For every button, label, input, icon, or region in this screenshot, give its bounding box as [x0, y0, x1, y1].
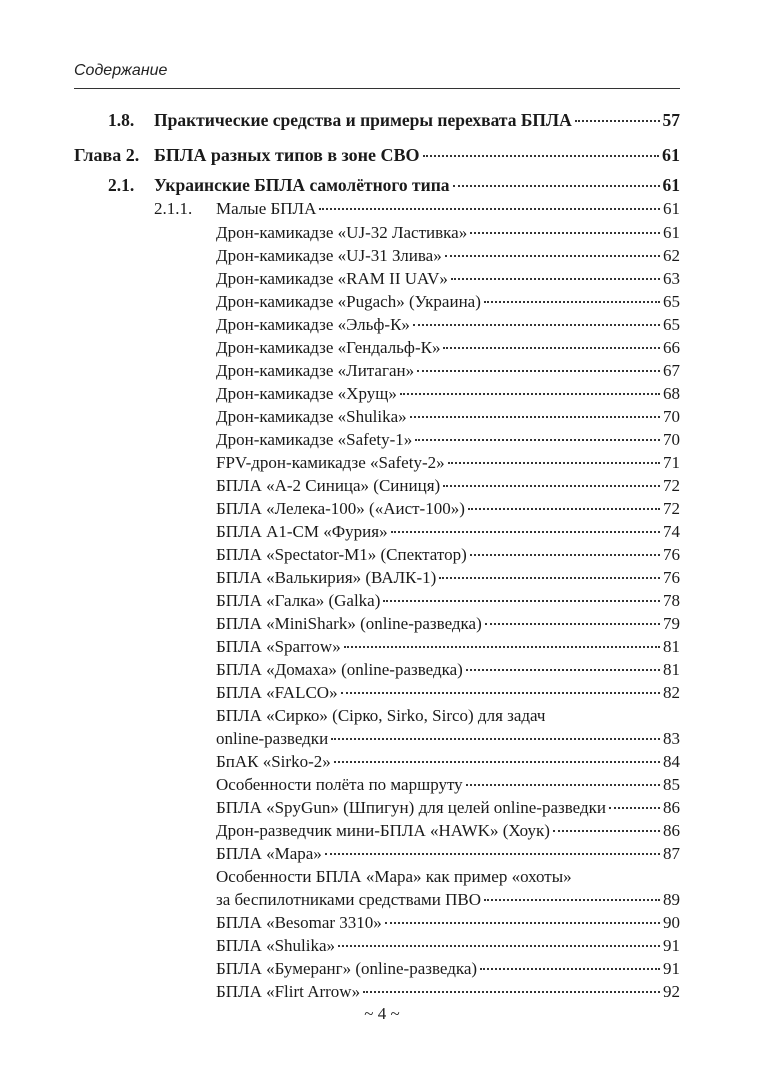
toc-title: Дрон-камикадзе «UJ-32 Ластивка» — [216, 223, 468, 242]
toc-title: Малые БПЛА — [216, 199, 317, 218]
toc-title: БПЛА «Flirt Arrow» — [216, 982, 361, 1001]
toc-entry-2-1-1[interactable] — [154, 198, 680, 220]
toc-page: 86 — [663, 798, 680, 817]
toc-page: 91 — [663, 959, 680, 978]
toc-item[interactable] — [216, 590, 680, 612]
toc-item[interactable] — [216, 245, 680, 267]
toc-title: online-разведки — [216, 729, 329, 748]
toc-number: 2.1. — [108, 175, 135, 195]
toc-page: 61 — [663, 223, 680, 242]
dot-leader — [423, 155, 659, 157]
toc-chapter-2[interactable] — [74, 144, 680, 166]
toc-page: 62 — [663, 246, 680, 265]
toc-page: 74 — [663, 522, 680, 541]
dot-leader — [453, 185, 660, 187]
toc-title: Дрон-камикадзе «UJ-31 Злива» — [216, 246, 442, 265]
dot-leader — [553, 830, 660, 832]
dot-leader — [439, 577, 660, 579]
toc-item[interactable] — [216, 751, 680, 773]
dot-leader — [470, 232, 660, 234]
toc-title: Украинские БПЛА самолётного типа — [154, 175, 450, 195]
toc-item[interactable] — [216, 429, 680, 451]
toc-page: 63 — [663, 269, 680, 288]
toc-page: 72 — [663, 476, 680, 495]
dot-leader — [466, 669, 660, 671]
toc-page: 90 — [663, 913, 680, 932]
toc-title: БПЛА «Валькирия» (ВАЛК-1) — [216, 568, 437, 587]
toc-page: 84 — [663, 752, 680, 771]
toc-page: 89 — [663, 890, 680, 909]
toc-title: БПЛА «Sparrow» — [216, 637, 341, 656]
toc-title: БПЛА «Besomar 3310» — [216, 913, 382, 932]
dot-leader — [609, 807, 660, 809]
dot-leader — [470, 554, 660, 556]
toc-page: 61 — [662, 175, 680, 195]
toc-item[interactable] — [216, 406, 680, 428]
toc-item[interactable] — [216, 521, 680, 543]
toc-item[interactable] — [216, 797, 680, 819]
toc-page: 61 — [662, 145, 680, 165]
dot-leader — [385, 922, 660, 924]
toc-title: Дрон-камикадзе «Эльф-К» — [216, 315, 410, 334]
toc-page: 72 — [663, 499, 680, 518]
toc-item[interactable] — [216, 774, 680, 796]
dot-leader — [400, 393, 660, 395]
toc-item[interactable] — [216, 659, 680, 681]
dot-leader — [319, 208, 660, 210]
toc-title: БПЛА «Лелека-100» («Аист-100») — [216, 499, 465, 518]
toc-item[interactable] — [216, 567, 680, 589]
dot-leader — [325, 853, 660, 855]
dot-leader — [484, 301, 660, 303]
dot-leader — [413, 324, 660, 326]
toc-page: 65 — [663, 292, 680, 311]
dot-leader — [363, 991, 660, 993]
toc-title: БПЛА «Домаха» (online-разведка) — [216, 660, 463, 679]
toc-title: Дрон-камикадзе «Гендальф-К» — [216, 338, 441, 357]
toc-item[interactable] — [216, 981, 680, 1003]
dot-leader — [466, 784, 660, 786]
toc-title: БПЛА A1-CM «Фурия» — [216, 522, 388, 541]
dot-leader — [383, 600, 660, 602]
dot-leader — [485, 623, 660, 625]
toc-title: Особенности полёта по маршруту — [216, 775, 463, 794]
toc-item[interactable] — [216, 613, 680, 635]
dot-leader — [338, 945, 660, 947]
toc-title: Дрон-камикадзе «Pugach» (Украина) — [216, 292, 481, 311]
toc-page: 70 — [663, 407, 680, 426]
toc-title: за беспилотниками средствами ПВО — [216, 890, 482, 909]
toc-item[interactable] — [216, 452, 680, 474]
toc-page: 92 — [663, 982, 680, 1001]
toc-page: 61 — [663, 199, 680, 218]
dot-leader — [468, 508, 660, 510]
toc-title: Дрон-камикадзе «Хрущ» — [216, 384, 397, 403]
toc-item[interactable] — [216, 360, 680, 382]
toc-title: БПЛА «Spectator-M1» (Спектатор) — [216, 545, 467, 564]
toc-item[interactable] — [216, 475, 680, 497]
toc-title: БПЛА «SpyGun» (Шпигун) для целей online-разведки — [216, 798, 606, 817]
toc-page: 86 — [663, 821, 680, 840]
toc-title: БпАК «Sirko-2» — [216, 752, 331, 771]
toc-item-first-line[interactable]: БПЛА «Сирко» (Сірко, Sirko, Sirco) для задач — [216, 706, 546, 725]
toc-page: 70 — [663, 430, 680, 449]
toc-page: 57 — [662, 110, 680, 130]
toc-item-first-line[interactable]: Особенности БПЛА «Мара» как пример «охоты» — [216, 867, 572, 886]
toc-page: 67 — [663, 361, 680, 380]
toc-title: FPV-дрон-камикадзе «Safety-2» — [216, 453, 445, 472]
toc-title: БПЛА разных типов в зоне СВО — [154, 145, 420, 165]
toc-page: 83 — [663, 729, 680, 748]
toc-page: 68 — [663, 384, 680, 403]
header-rule — [74, 88, 680, 89]
toc-page: 76 — [663, 545, 680, 564]
toc-page: 85 — [663, 775, 680, 794]
toc-item[interactable] — [216, 498, 680, 520]
dot-leader — [451, 278, 660, 280]
toc-item[interactable] — [216, 544, 680, 566]
dot-leader — [448, 462, 660, 464]
toc-item[interactable] — [216, 268, 680, 290]
toc-item[interactable] — [216, 728, 680, 750]
toc-title: Дрон-камикадзе «RAM II UAV» — [216, 269, 448, 288]
toc-item[interactable] — [216, 337, 680, 359]
dot-leader — [415, 439, 660, 441]
toc-entry-2-1[interactable] — [108, 174, 680, 196]
running-header: Содержание — [74, 62, 168, 79]
toc-title: Практические средства и примеры перехвата БПЛА — [154, 110, 572, 130]
toc-title: Дрон-камикадзе «Shulika» — [216, 407, 407, 426]
toc-item[interactable] — [216, 636, 680, 658]
dot-leader — [344, 646, 660, 648]
toc-title: Дрон-камикадзе «Литаган» — [216, 361, 415, 380]
toc-item[interactable] — [216, 222, 680, 244]
toc-title: БПЛА «Shulika» — [216, 936, 336, 955]
toc-page: 82 — [663, 683, 680, 702]
toc-number: Глава 2. — [74, 145, 140, 165]
toc-item[interactable] — [216, 912, 680, 934]
toc-title: БПЛА «MiniShark» (online-разведка) — [216, 614, 482, 633]
toc-title: Дрон-камикадзе «Safety-1» — [216, 430, 413, 449]
toc-title: БПЛА «FALCO» — [216, 683, 338, 702]
toc-number: 1.8. — [108, 110, 135, 130]
toc-page: 71 — [663, 453, 680, 472]
toc-title: БПЛА «Галка» (Galka) — [216, 591, 381, 610]
dot-leader — [484, 899, 660, 901]
toc-page: 79 — [663, 614, 680, 633]
page-number: ~ 4 ~ — [364, 1004, 400, 1023]
toc-item[interactable] — [216, 820, 680, 842]
dot-leader — [341, 692, 660, 694]
toc-page: 91 — [663, 936, 680, 955]
toc-item[interactable] — [216, 314, 680, 336]
toc-page: 81 — [663, 660, 680, 679]
dot-leader — [410, 416, 660, 418]
toc-item[interactable] — [216, 291, 680, 313]
dot-leader — [443, 347, 660, 349]
toc-title: БПЛА «Бумеранг» (online-разведка) — [216, 959, 478, 978]
toc-item[interactable] — [216, 889, 680, 911]
toc-item[interactable] — [216, 383, 680, 405]
dot-leader — [443, 485, 660, 487]
dot-leader — [480, 968, 660, 970]
dot-leader — [334, 761, 660, 763]
toc-entry-1-8[interactable] — [108, 109, 680, 131]
toc-item[interactable] — [216, 682, 680, 704]
toc-item[interactable] — [216, 843, 680, 865]
toc-page: 81 — [663, 637, 680, 656]
toc-page: 66 — [663, 338, 680, 357]
dot-leader — [417, 370, 660, 372]
dot-leader — [391, 531, 660, 533]
toc-title: Дрон-разведчик мини-БПЛА «HAWK» (Хоук) — [216, 821, 550, 840]
toc-page: 87 — [663, 844, 680, 863]
toc-page: 78 — [663, 591, 680, 610]
dot-leader — [331, 738, 660, 740]
toc-page: 65 — [663, 315, 680, 334]
toc-number: 2.1.1. — [154, 199, 193, 218]
toc-title: БПЛА «А-2 Синица» (Синиця) — [216, 476, 441, 495]
dot-leader — [575, 120, 660, 122]
dot-leader — [445, 255, 660, 257]
toc-title: БПЛА «Мара» — [216, 844, 322, 863]
toc-item[interactable] — [216, 935, 680, 957]
toc-item[interactable] — [216, 958, 680, 980]
toc-page: 76 — [663, 568, 680, 587]
